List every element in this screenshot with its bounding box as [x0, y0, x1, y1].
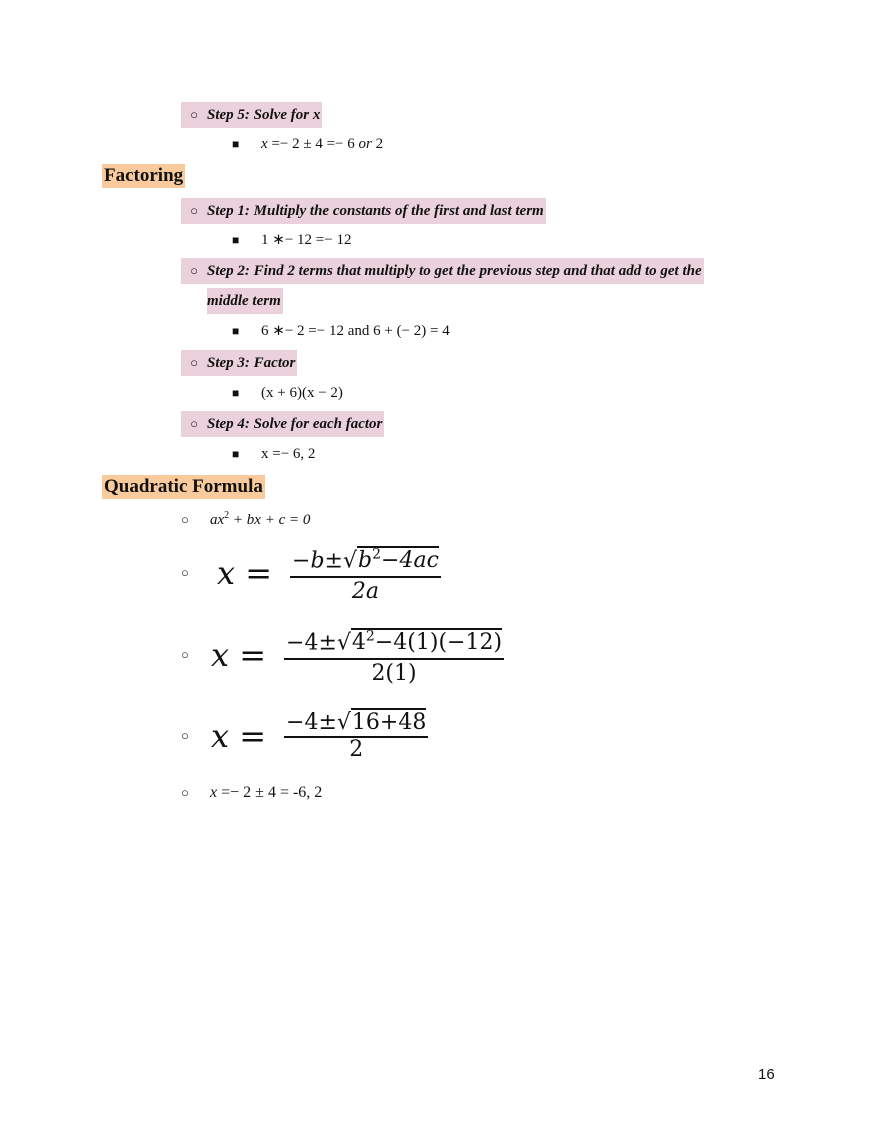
- factoring-step-1: ○ Step 1: Multiply the constants of the first and last term: [181, 198, 546, 224]
- standard-form: ○ $ax^2$ + bx + c = 0: [181, 510, 311, 528]
- factoring-step-2-cont: middle term: [207, 288, 283, 314]
- factoring-step-2-result: ■ 6 ∗− 2 =− 12 and 6 + (− 2) = 4: [232, 323, 450, 339]
- formula-general: ○ x = $\frac{-b\pm√b^2-4ac}{2a}$: [181, 540, 441, 606]
- factoring-step-4-result: ■ x =− 6, 2: [232, 446, 316, 462]
- factoring-step-2: ○ Step 2: Find 2 terms that multiply to get the previous step and that add to get the: [181, 258, 704, 284]
- page-number: 16: [758, 1066, 775, 1083]
- formula-simplified: ○ x = $\frac{-4\pm√16+48}{2}$: [181, 710, 427, 762]
- factoring-step-3-result: ■ (x + 6)(x − 2): [232, 385, 343, 401]
- factoring-heading: Factoring: [104, 165, 184, 186]
- factoring-step-3: ○ Step 3: Factor: [181, 350, 297, 376]
- factoring-step-1-result: ■ 1 ∗− 12 =− 12: [232, 232, 352, 248]
- formula-substituted: ○ x = $\frac{-4\pm√4^2-4(1)(-12)}{2(1)}$: [181, 622, 504, 688]
- factoring-step-4: ○ Step 4: Solve for each factor: [181, 411, 384, 437]
- quadratic-heading: Quadratic Formula: [104, 476, 263, 497]
- step5-result: ■ x =− 2 ± 4 =− 6 or 2: [232, 136, 384, 152]
- final-answer: ○ x =− 2 ± 4 = -6, 2: [181, 784, 323, 801]
- step5-label: ○ Step 5: Solve for x: [181, 102, 322, 128]
